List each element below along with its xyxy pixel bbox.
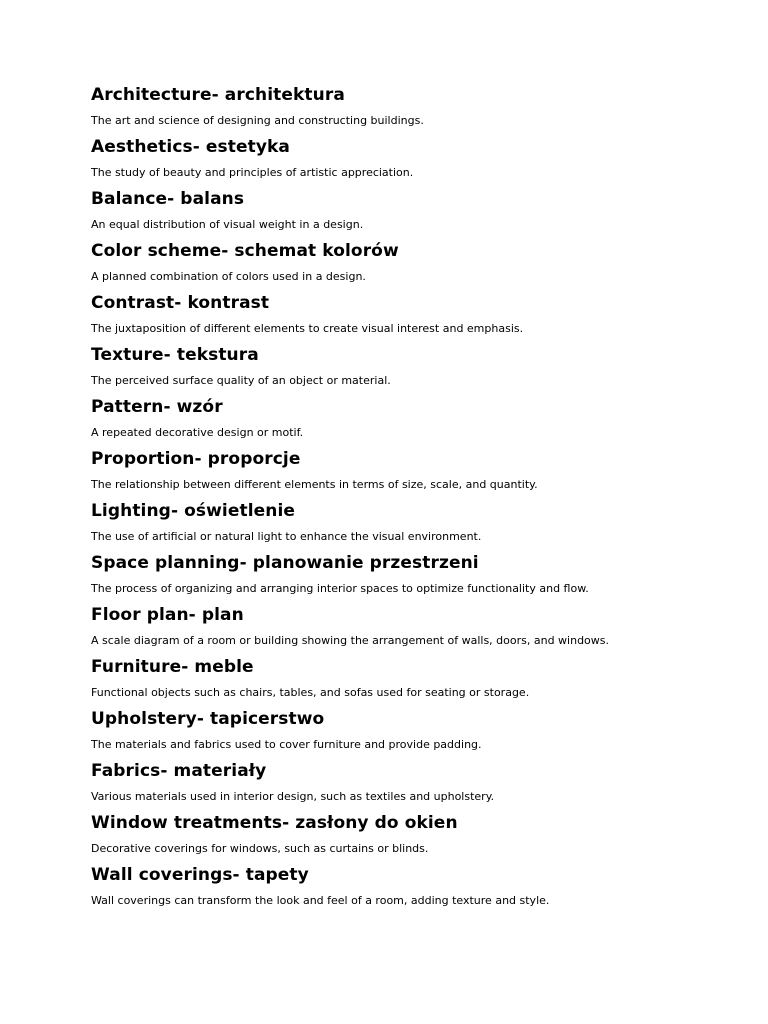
term-definition: The perceived surface quality of an object or material. bbox=[91, 374, 391, 387]
term-definition: A planned combination of colors used in a design. bbox=[91, 270, 366, 283]
glossary-entry-color-scheme bbox=[91, 240, 751, 292]
glossary-entry-aesthetics bbox=[91, 136, 751, 188]
term-heading: Upholstery- tapicerstwo bbox=[91, 709, 325, 729]
term-definition: Wall coverings can transform the look and feel of a room, adding texture and style. bbox=[91, 894, 550, 907]
term-definition: A repeated decorative design or motif. bbox=[91, 426, 304, 439]
term-definition: The use of artificial or natural light to enhance the visual environment. bbox=[91, 530, 482, 543]
term-heading: Balance- balans bbox=[91, 189, 245, 209]
term-definition: The materials and fabrics used to cover furniture and provide padding. bbox=[91, 738, 482, 751]
term-heading: Furniture- meble bbox=[91, 657, 254, 677]
term-heading: Texture- tekstura bbox=[91, 345, 259, 365]
term-heading: Aesthetics- estetyka bbox=[91, 137, 290, 157]
term-definition: Various materials used in interior design, such as textiles and upholstery. bbox=[91, 790, 495, 803]
term-heading: Pattern- wzór bbox=[91, 397, 223, 417]
term-definition: Functional objects such as chairs, tables, and sofas used for seating or storage. bbox=[91, 686, 530, 699]
glossary-entry-wall-coverings bbox=[91, 864, 751, 916]
glossary-entry-proportion bbox=[91, 448, 751, 500]
term-definition: An equal distribution of visual weight in a design. bbox=[91, 218, 364, 231]
term-heading: Window treatments- zasłony do okien bbox=[91, 813, 458, 833]
glossary-page bbox=[91, 84, 751, 916]
term-heading: Architecture- architektura bbox=[91, 85, 345, 105]
term-definition: The juxtaposition of different elements to create visual interest and emphasis. bbox=[91, 322, 524, 335]
glossary-entry-lighting bbox=[91, 500, 751, 552]
term-heading: Floor plan- plan bbox=[91, 605, 244, 625]
term-definition: A scale diagram of a room or building showing the arrangement of walls, doors, and windows. bbox=[91, 634, 610, 647]
term-definition: Decorative coverings for windows, such as curtains or blinds. bbox=[91, 842, 429, 855]
term-definition: The art and science of designing and constructing buildings. bbox=[91, 114, 424, 127]
glossary-entry-floor-plan bbox=[91, 604, 751, 656]
term-definition: The process of organizing and arranging interior spaces to optimize functionality and flow. bbox=[91, 582, 589, 595]
glossary-entry-furniture bbox=[91, 656, 751, 708]
term-heading: Space planning- planowanie przestrzeni bbox=[91, 553, 479, 573]
glossary-entry-fabrics bbox=[91, 760, 751, 812]
term-heading: Wall coverings- tapety bbox=[91, 865, 309, 885]
glossary-entry-balance bbox=[91, 188, 751, 240]
term-heading: Contrast- kontrast bbox=[91, 293, 270, 313]
glossary-entry-pattern bbox=[91, 396, 751, 448]
term-heading: Color scheme- schemat kolorów bbox=[91, 241, 399, 261]
glossary-entry-contrast bbox=[91, 292, 751, 344]
glossary-entry-window-treatments bbox=[91, 812, 751, 864]
term-definition: The relationship between different elements in terms of size, scale, and quantity. bbox=[91, 478, 538, 491]
glossary-entry-texture bbox=[91, 344, 751, 396]
glossary-entry-space-planning bbox=[91, 552, 751, 604]
term-definition: The study of beauty and principles of artistic appreciation. bbox=[91, 166, 414, 179]
term-heading: Lighting- oświetlenie bbox=[91, 501, 296, 521]
glossary-entry-architecture bbox=[91, 84, 751, 136]
term-heading: Fabrics- materiały bbox=[91, 761, 267, 781]
glossary-entry-upholstery bbox=[91, 708, 751, 760]
term-heading: Proportion- proporcje bbox=[91, 449, 301, 469]
